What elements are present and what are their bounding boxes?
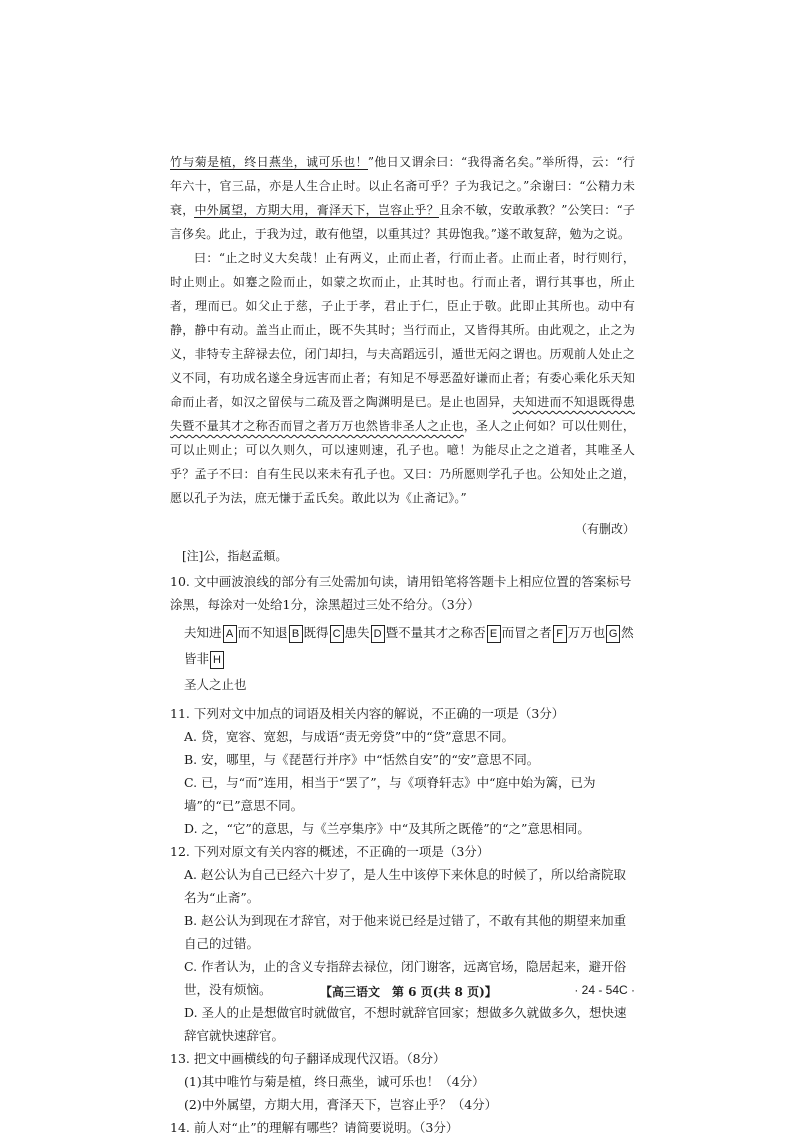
question-13-stem: 13. 把文中画横线的句子翻译成现代汉语。（8分）	[170, 1051, 446, 1066]
underlined-sentence-2: 中外属望，方期大用，膏泽天下，岂容止乎？	[194, 203, 439, 217]
underlined-sentence-1: 竹与菊是植，终日燕坐，诚可乐也！	[170, 155, 368, 169]
answer-box-f[interactable]: F	[553, 625, 567, 643]
answer-box-c[interactable]: C	[330, 625, 344, 643]
question-12-option-a[interactable]: A. 赵公认为自己已经六十岁了，是人生中该停下来休息的时候了，所以给斋院取名为“止斋”。	[184, 867, 626, 905]
wavy-underlined-sentence: 夫知进而不知退既得患失暨不量其才之称否而冒之者万万也然皆非圣人之止也	[170, 395, 635, 433]
question-11-option-b[interactable]: B. 安，哪里，与《琵琶行并序》中“恬然自安”的“安”意思不同。	[184, 752, 540, 767]
question-11-option-a[interactable]: A. 贷，宽容、宽恕，与成语“责无旁贷”中的“贷”意思不同。	[184, 729, 515, 744]
footer-code: · 24 - 54C ·	[574, 983, 635, 997]
answer-box-g[interactable]: G	[606, 625, 620, 643]
question-12-option-c[interactable]: C. 作者认为，止的含义专指辞去禄位，闭门谢客，远离官场，隐居起来，避开俗世，没有烦恼。	[184, 959, 627, 997]
answer-box-b[interactable]: B	[289, 625, 303, 643]
question-13-sentence-2: (2)中外属望，方期大用，膏泽天下，岂容止乎？（4分）	[184, 1097, 498, 1112]
answer-box-d[interactable]: D	[371, 625, 385, 643]
revised-note: （有删改）	[574, 522, 635, 536]
question-12-option-b[interactable]: B. 赵公认为到现在才辞官，对于他来说已经是过错了，不敢有其他的期望来加重自己的过错。	[184, 913, 627, 951]
passage-paragraph-1: 竹与菊是植，终日燕坐，诚可乐也！”他日又谓余曰：“我得斋名矣。”举所得，云：“行年六十，官三品，亦是人生合止时。以止名斋可乎？子为我记之。”余谢曰：“公精力未衰，中外属望，方期大用，膏泽天下，岂容止乎？且余不敏，安敢承教？”公笑曰：“子言侈矣。此止，于我为过，敢有他望，以重其过？其毋饱我。”遂不敢复辞，勉为之说。	[170, 155, 635, 241]
page-footer	[170, 983, 635, 1003]
passage-paragraph-2: 曰：“止之时义大矣哉！止有两义，止而止者，行而止者。止而止者，时行则行，时止则止。如蹇之险而止，如蒙之坎而止，止其时也。行而止者，谓行其事也，所止者，理而已。如父止于慈，子止于孝，君止于仁，臣止于敬。此即止其所也。动中有静，静中有动。盖当止而止，既不失其时；当行而止，又皆得其所。由此观之，止之为义，非特专主辞禄去位，闭门却扫，与夫高蹈远引，遁世无闷之谓也。历观前人处止之义不同，有功成名遂全身远害而止者；有知足不辱恶盈好谦而止者；有委心乘化乐天知命而止者，如汉之留侯与二疏及晋之陶渊明是已。是止也固异，夫知进而不知退既得患失暨不量其才之称否而冒之者万万也然皆非圣人之止也，圣人之止何如？可以仕则仕，可以止则止；可以久则久，可以速则速，孔子也。噫！为能尽止之之道者，其唯圣人乎？孟子不曰：自有生民以来未有孔子也。又曰：乃所愿则学孔子也。公知处止之道，愿以孔子为法，庶无慊于孟氏矣。敢此以为《止斋记》。”	[170, 251, 636, 505]
question-14-stem: 14. 前人对“止”的理解有哪些？请简要说明。（3分）	[170, 1120, 459, 1135]
question-11-stem: 11. 下列对文中加点的词语及相关内容的解说，不正确的一项是（3分）	[170, 706, 565, 721]
question-10-sentence: 夫知进 A 而不知退 B 既得 C 患失 D 暨不量其才之称否 E 而冒之者 F 万万也 G 然皆非 H 圣人之止也	[184, 625, 634, 692]
question-13-sentence-1: (1)其中唯竹与菊是植，终日燕坐，诚可乐也！（4分）	[184, 1074, 485, 1089]
question-12-stem: 12. 下列对原文有关内容的概述，不正确的一项是（3分）	[170, 844, 490, 859]
question-12-option-d[interactable]: D. 圣人的止是想做官时就做官，不想时就辞官回家；想做多久就做多久，想快速辞官就快速辞官。	[184, 1005, 627, 1043]
answer-box-e[interactable]: E	[487, 625, 501, 643]
question-10-stem: 10. 文中画波浪线的部分有三处需加句读，请用铅笔将答题卡上相应位置的答案标号涂黑，每涂对一处给1分，涂黑超过三处不给分。（3分）	[170, 574, 632, 612]
answer-box-a[interactable]: A	[223, 625, 237, 643]
annotation-note: [注]公，指赵孟頫。	[182, 549, 288, 563]
question-11-option-c[interactable]: C. 已，与“而”连用，相当于“罢了”，与《项脊轩志》中“庭中始为篱，已为墙”的“已”意思不同。	[184, 775, 596, 813]
footer-page-info: 【高三语文 第 6 页(共 8 页)】	[320, 985, 497, 999]
answer-box-h[interactable]: H	[210, 651, 224, 669]
question-11-option-d[interactable]: D. 之，“它”的意思，与《兰亭集序》中“及其所之既倦”的“之”意思相同。	[184, 821, 590, 836]
